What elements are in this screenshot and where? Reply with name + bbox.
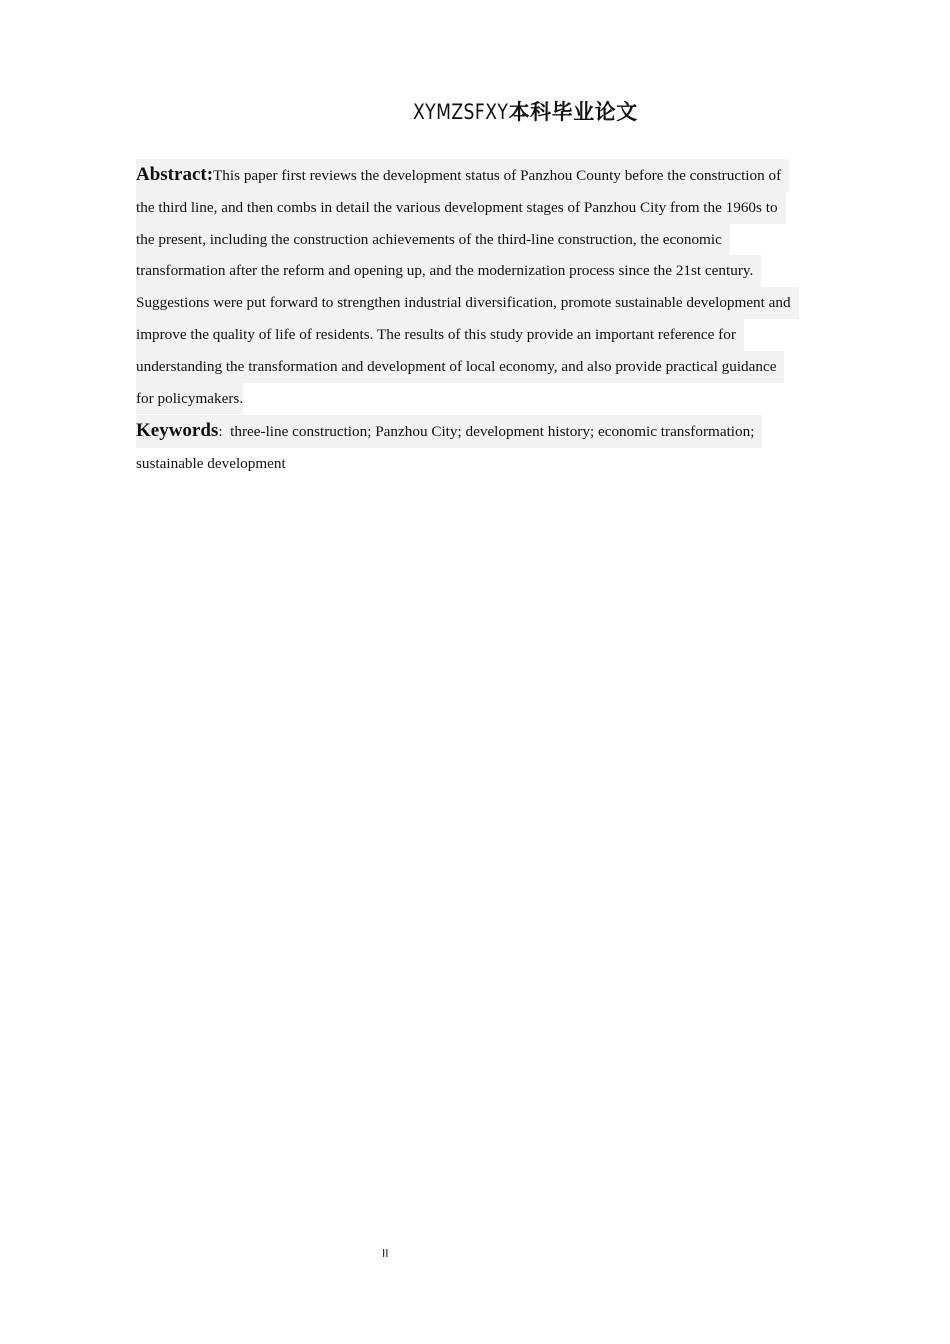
header-latin-text: XYMZSFXY (413, 100, 509, 124)
page-number: II (382, 1247, 389, 1260)
abstract-section (136, 159, 862, 480)
keywords-line: sustainable development (136, 455, 286, 473)
abstract-line: transformation after the reform and opening up, and the modernization process since the 21st century. (136, 255, 761, 287)
keywords-line (136, 415, 762, 448)
abstract-line: the third line, and then combs in detail the various development stages of Panzhou City from the 1960s to (136, 192, 786, 224)
abstract-line: Suggestions were put forward to strengthen industrial diversification, promote sustainable development and (136, 287, 799, 319)
abstract-line: the present, including the construction achievements of the third-line construction, the economic (136, 224, 730, 256)
abstract-line: for policymakers. (136, 383, 243, 415)
keywords-separator: : (218, 423, 223, 441)
keywords-line-text: three-line construction; Panzhou City; development history; economic transformation; (230, 423, 755, 441)
keywords-label: Keywords (136, 420, 219, 442)
page-header (0, 96, 950, 126)
header-cjk-text: 本科毕业论文 (508, 99, 638, 124)
abstract-line: understanding the transformation and development of local economy, and also provide practical guidance (136, 351, 784, 383)
abstract-label: Abstract: (136, 164, 214, 185)
abstract-line-text: This paper first reviews the development status of Panzhou County before the construction of (213, 167, 782, 184)
abstract-line: improve the quality of life of residents. The results of this study provide an important reference for (136, 319, 744, 351)
abstract-line (136, 159, 789, 192)
